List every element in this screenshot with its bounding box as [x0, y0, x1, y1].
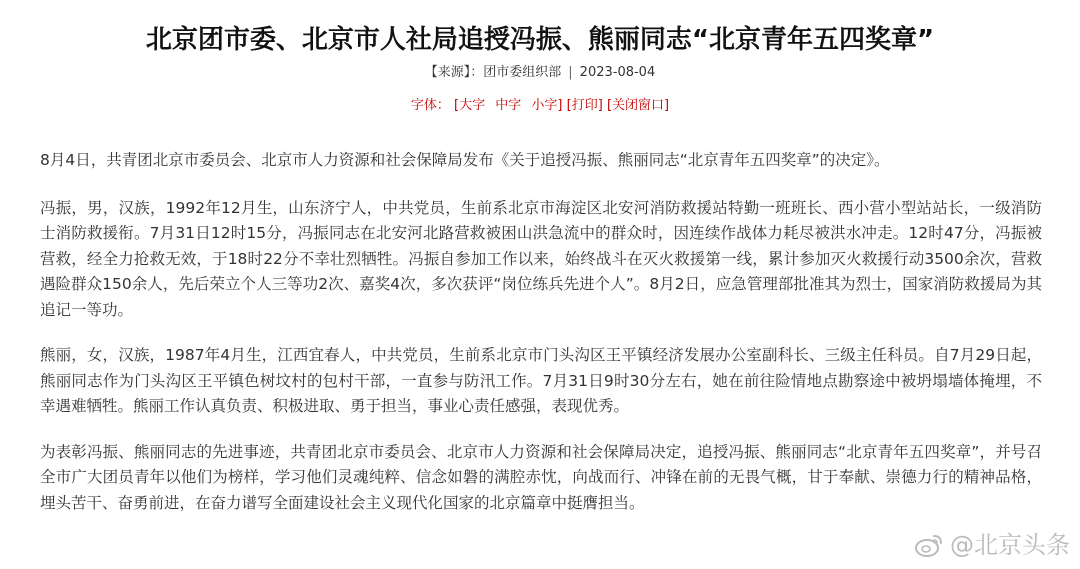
article-paragraph: 8月4日，共青团北京市委员会、北京市人力资源和社会保障局发布《关于追授冯振、熊丽同志“北京青年五四奖章”的决定》。: [40, 151, 890, 169]
article-meta: [0, 64, 1080, 82]
close-window-link[interactable]: [关闭窗口]: [606, 98, 670, 113]
meta-separator: |: [568, 65, 573, 80]
publish-date: 2023-08-04: [579, 65, 656, 80]
source-label: 【来源】：团市委组织部: [424, 65, 562, 80]
weibo-icon: [914, 532, 944, 558]
article-paragraph: 熊丽，女，汉族，1987年4月生，江西宜春人，中共党员，生前系北京市门头沟区王平镇经济发展办公室副科长、三级主任科员。自7月29日起，熊丽同志作为门头沟区王平镇色树坟村的包村干部，一直参与防汛工作。7月31日9时30分左右，她在前往险情地点勘察途中被坍塌墙体掩埋，不幸遇难牺牲。熊丽工作认真负责、积极进取、勇于担当，事业心责任感强，表现优秀。: [40, 346, 1042, 415]
article-paragraph: 为表彰冯振、熊丽同志的先进事迹，共青团北京市委员会、北京市人力资源和社会保障局决定，追授冯振、熊丽同志“北京青年五四奖章”，并号召全市广大团员青年以他们为榜样，学习他们灵魂纯粹、信念如磐的满腔赤忱，向战而行、冲锋在前的无畏气概，甘于奉献、崇德力行的精神品格，埋头苦干、奋勇前进，在奋力谱写全面建设社会主义现代化国家的北京篇章中挺膺担当。: [40, 442, 1042, 512]
font-medium-link[interactable]: 中字: [495, 98, 522, 113]
font-size-label: 字体：: [410, 98, 450, 113]
font-toolbar: [0, 97, 1080, 115]
article-paragraph: 冯振，男，汉族，1992年12月生，山东济宁人，中共党员，生前系北京市海淀区北安河消防救援站特勤一班班长、西小营小型站站长，一级消防士消防救援衔。7月31日12时15分，冯振同志在北安河北路营救被困山洪急流中的群众时，因连续作战体力耗尽被洪水冲走。12时47分，冯振被营救，经全力抢救无效，于18时22分不幸壮烈牺牲。冯振自参加工作以来，始终战斗在灭火救援第一线，累计参加灭火救援行动3500余次，营救遇险群众150余人，先后荣立个人三等功2次、嘉奖4次，多次获评“岗位练兵先进个人”。8月2日，应急管理部批准其为烈士，国家消防救援局为其追记一等功。: [40, 198, 1042, 319]
font-large-link[interactable]: [大字: [454, 98, 486, 113]
watermark: [914, 531, 1070, 559]
article-body: [40, 148, 1042, 536]
watermark-text: @北京头条: [950, 531, 1070, 559]
article-title: 北京团市委、北京市人社局追授冯振、熊丽同志“北京青年五四奖章”: [145, 25, 935, 55]
print-link[interactable]: [打印]: [566, 98, 603, 113]
font-small-link[interactable]: 小字]: [531, 98, 563, 113]
